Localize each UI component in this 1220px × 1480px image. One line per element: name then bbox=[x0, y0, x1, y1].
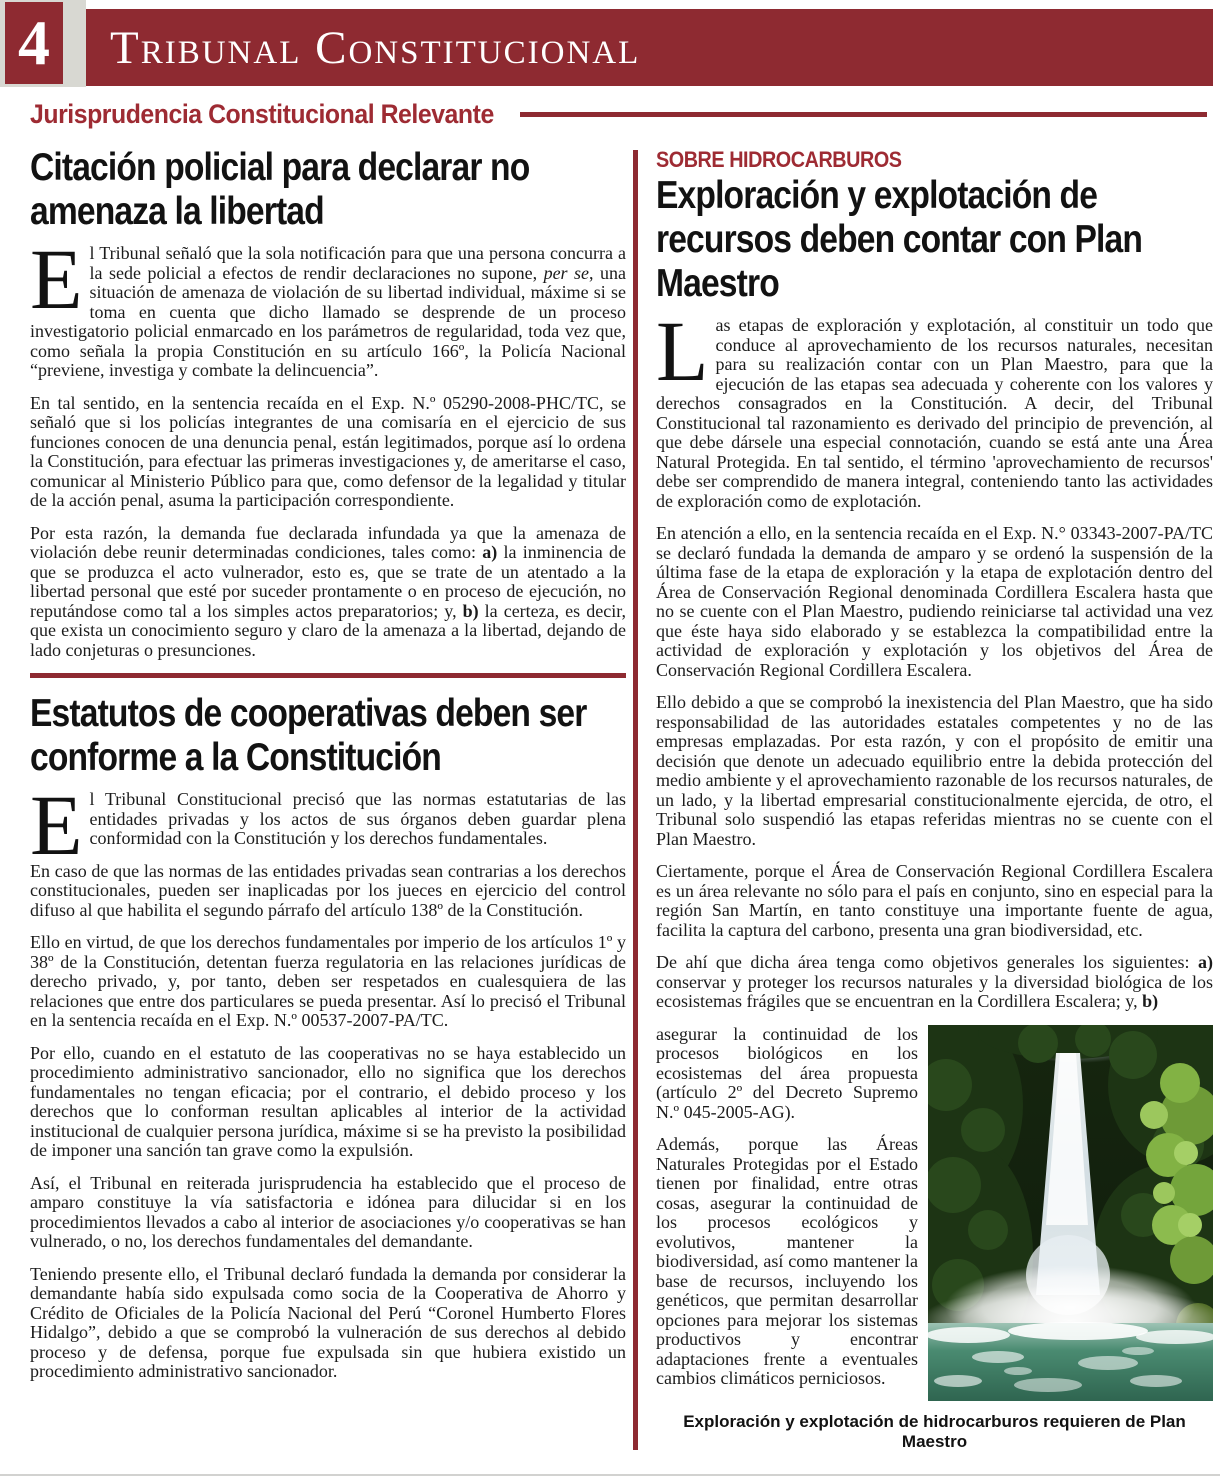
section-rule bbox=[520, 112, 1207, 117]
page-title: Tribunal Constitucional bbox=[110, 22, 641, 74]
page-number-box bbox=[5, 2, 63, 84]
article1-lead-paragraph bbox=[30, 231, 626, 381]
article1-lead-text: l Tribunal señaló que la sola notificación para que una persona concurra a la sede policial a efectos de rendir declaraciones no supone, per se, una situación de amenaza de violación de su libertad individual, máxime si se toma en cuenta que dicho llamado se desprende de un proceso investigatorio policial enmarcado en los parámetros de regularidad, toda vez que, como señala la propia Constitución en su artículo 166º, la Policía Nacional “previene, investiga y combate la delincuencia”. bbox=[30, 243, 626, 380]
article-divider bbox=[30, 673, 626, 678]
article3-final-paragraph: Además, porque las Áreas Naturales Protegidas por el Estado tienen por finalidad, entre otras cosas, asegurar la continuidad de los procesos ecológicos y evolutivos, mantener la biodiversidad, así como mantener la base de recursos, incluyendo los genéticos, que permitan desarrollar opciones para mejorar los sistemas productivos y encontrar adaptaciones frente a eventuales cambios climáticos perniciosos. bbox=[656, 1134, 918, 1388]
right-column bbox=[656, 146, 1213, 1452]
article3-kicker: SOBRE HIDROCARBUROS bbox=[656, 147, 902, 172]
article2-paragraph: Así, el Tribunal en reiterada jurisprudencia ha establecido que el proceso de amparo constituye la vía satisfactoria e idónea para dilucidar si en los procedimientos llevados a cabo al interior de asociaciones y/o cooperativas se han vulnerado, o no, los derechos fundamentales del demandante. bbox=[30, 1172, 626, 1251]
article3-paragraph: Ciertamente, porque el Área de Conservación Regional Cordillera Escalera es un área relevante no sólo para el país en conjunto, sino en especial para la región San Martín, en tanto constituye una importante fuente de agua, facilita la captura del carbono, presenta una gran biodiversidad, etc. bbox=[656, 861, 1213, 940]
waterfall-photo-illustration bbox=[928, 1025, 1213, 1401]
column-divider bbox=[633, 150, 638, 1450]
article2-dropcap: E bbox=[30, 777, 83, 873]
article2-lead-text: l Tribunal Constitucional precisó que las normas estatutarias de las entidades privadas y los actos de sus órganos deben guardar plena conformidad con la Constitución y los derechos fundamentales. bbox=[89, 789, 626, 848]
page-bottom-rule bbox=[0, 1474, 1220, 1476]
narrow-text-column bbox=[656, 1025, 918, 1402]
masthead-banner bbox=[86, 9, 1213, 86]
article2-lead-paragraph bbox=[30, 777, 626, 873]
photo-caption: Exploración y explotación de hidrocarburos requieren de Plan Maestro bbox=[683, 1411, 1186, 1451]
article1-paragraph: Por esta razón, la demanda fue declarada infundada ya que la amenaza de violación debe reunir determinadas condiciones, tales como: a) la inminencia de que se produzca el acto vulnerador, esto es, que se trate de un atentado a la libertad personal que esté por suceder prontamente o en proceso de ejecución, no reputándose como tal a los simples actos preparatorios; y, b) la certeza, es decir, que exista un conocimiento seguro y claro de la amenaza a la libertad, dejando de lado conjeturas o presunciones. bbox=[30, 522, 626, 660]
article2-paragraph: Teniendo presente ello, el Tribunal declaró fundada la demanda por considerar la demandante había sido expulsada como socia de la Cooperativa de Ahorro y Crédito de Oficiales de la Policía Nacional del Perú “Coronel Humberto Flores Hidalgo”, debido a que se comprobó la vulneración de sus derechos al debido proceso y de defensa, porque fue expulsada sin que hubiera existido un procedimiento administrativo sancionador. bbox=[30, 1263, 626, 1381]
section-header bbox=[30, 99, 1213, 130]
article3-paragraph: Ello debido a que se comprobó la inexistencia del Plan Maestro, que ha sido responsabilidad de las autoridades estatales competentes y no de las empresas emplazadas. Por esta razón, y con el propósito de emitir una decisión que denote un adecuado equilibrio entre la debida protección del medio ambiente y el aprovechamiento razonable de los recursos naturales, de un lado, y la libertad empresarial constitucionalmente ejercida, de otro, el Tribunal solo suspendió las etapas referidas mientras no se cuente con el Plan Maestro. bbox=[656, 692, 1213, 849]
article3-dropcap: L bbox=[656, 303, 709, 399]
article3-paragraph: En atención a ello, en la sentencia recaída en el Exp. N.° 03343-2007-PA/TC se declaró fundada la demanda de amparo y se ordenó la suspensión de la última fase de la etapa de exploración y la etapa de explotación dentro del Área de Conservación Regional denominada Cordillera Escalera hasta que no se cuente con el Plan Maestro, pudiendo reiniciarse tal actividad una vez que éste haya sido elaborado y se establezca la compatibilidad entre la actividad de exploración y explotación y los objetivos del Área de Conservación Regional Cordillera Escalera. bbox=[656, 523, 1213, 680]
article1-paragraph: En tal sentido, en la sentencia recaída en el Exp. N.º 05290-2008-PHC/TC, se señaló que si los policías integrantes de una comisaría en el ejercicio de sus funciones conocen de una denuncia penal, están legitimados, porque así lo ordena la Constitución, para efectuar las primeras investigaciones y, de ameritarse el caso, comunicar al Ministerio Público para que, como defensor de la legalidad y titular de la acción penal, asuma la participación correspondiente. bbox=[30, 392, 626, 510]
page-number: 4 bbox=[18, 7, 50, 78]
article3-lead-paragraph bbox=[656, 303, 1213, 511]
article2-paragraph: Por ello, cuando en el estatuto de las cooperativas no se haya establecido un procedimiento administrativo sancionador, ello no significa que los derechos fundamentales no tengan eficacia; por el contrario, el debido proceso y los derechos que lo conforman resultan aplicables al interior de la actividad institucional de cualquier persona jurídica, máxime si se ha previsto la posibilidad de imponer una sanción tan grave como la expulsión. bbox=[30, 1042, 626, 1160]
article1-headline: Citación policial para declarar no amenaza la libertad bbox=[30, 146, 530, 233]
section-label: Jurisprudencia Constitucional Relevante bbox=[30, 99, 494, 129]
article2-headline: Estatutos de cooperativas deben ser conforme a la Constitución bbox=[30, 692, 587, 779]
masthead-corner bbox=[0, 0, 86, 87]
article2-paragraph: En caso de que las normas de las entidades privadas sean contrarias a los derechos constitucionales, pueden ser inaplicadas por los jueces en ejercicio del control difuso al que habilita el segundo párrafo del artículo 138º de la Constitución. bbox=[30, 860, 626, 920]
article3-lead-text: as etapas de exploración y explotación, al constituir un todo que conduce al aprovechamiento de los recursos naturales, necesitan para su realización contar con un Plan Maestro, para que la ejecución de las etapas sea adecuada y coherente con los valores y derechos consagrados en la Constitución. A decir, del Tribunal Constitucional tal razonamiento es derivado del principio de prevención, al que debe dársele una especial connotación, cuando se está ante una Área Natural Protegida. En tal sentido, el término 'aprovechamiento de recursos' debe ser comprendido de manera integral, conteniendo tanto las actividades de exploración como de explotación. bbox=[656, 315, 1213, 511]
waterfall-photo bbox=[928, 1025, 1213, 1401]
article2-paragraph: Ello en virtud, de que los derechos fundamentales por imperio de los artículos 1º y 38º de la Constitución, detentan fuerza regulatoria en las relaciones jurídicas de derecho privado, y, por tanto, deben ser respetados en cualesquiera de las relaciones que entre dos particulares se pueda presentar. Así lo precisó el Tribunal en la sentencia recaída en el Exp. N.º 00537-2007-PA/TC. bbox=[30, 932, 626, 1030]
article3-objectives-continuation: asegurar la continuidad de los procesos biológicos en los ecosistemas del área propuesta (artículo 2º del Decreto Supremo N.º 045-2005-AG). bbox=[656, 1023, 918, 1122]
text-photo-row bbox=[656, 1025, 1213, 1402]
article3-headline: Exploración y explotación de recursos deben contar con Plan Maestro bbox=[656, 174, 1143, 305]
article3-objectives-intro: De ahí que dicha área tenga como objetivos generales los siguientes: a) conservar y proteger los recursos naturales y la diversidad biológica de los ecosistemas frágiles que se encuentran en la Cordillera Escalera; y, b) bbox=[656, 952, 1213, 1011]
article1-dropcap: E bbox=[30, 231, 83, 327]
left-column bbox=[30, 146, 626, 1395]
